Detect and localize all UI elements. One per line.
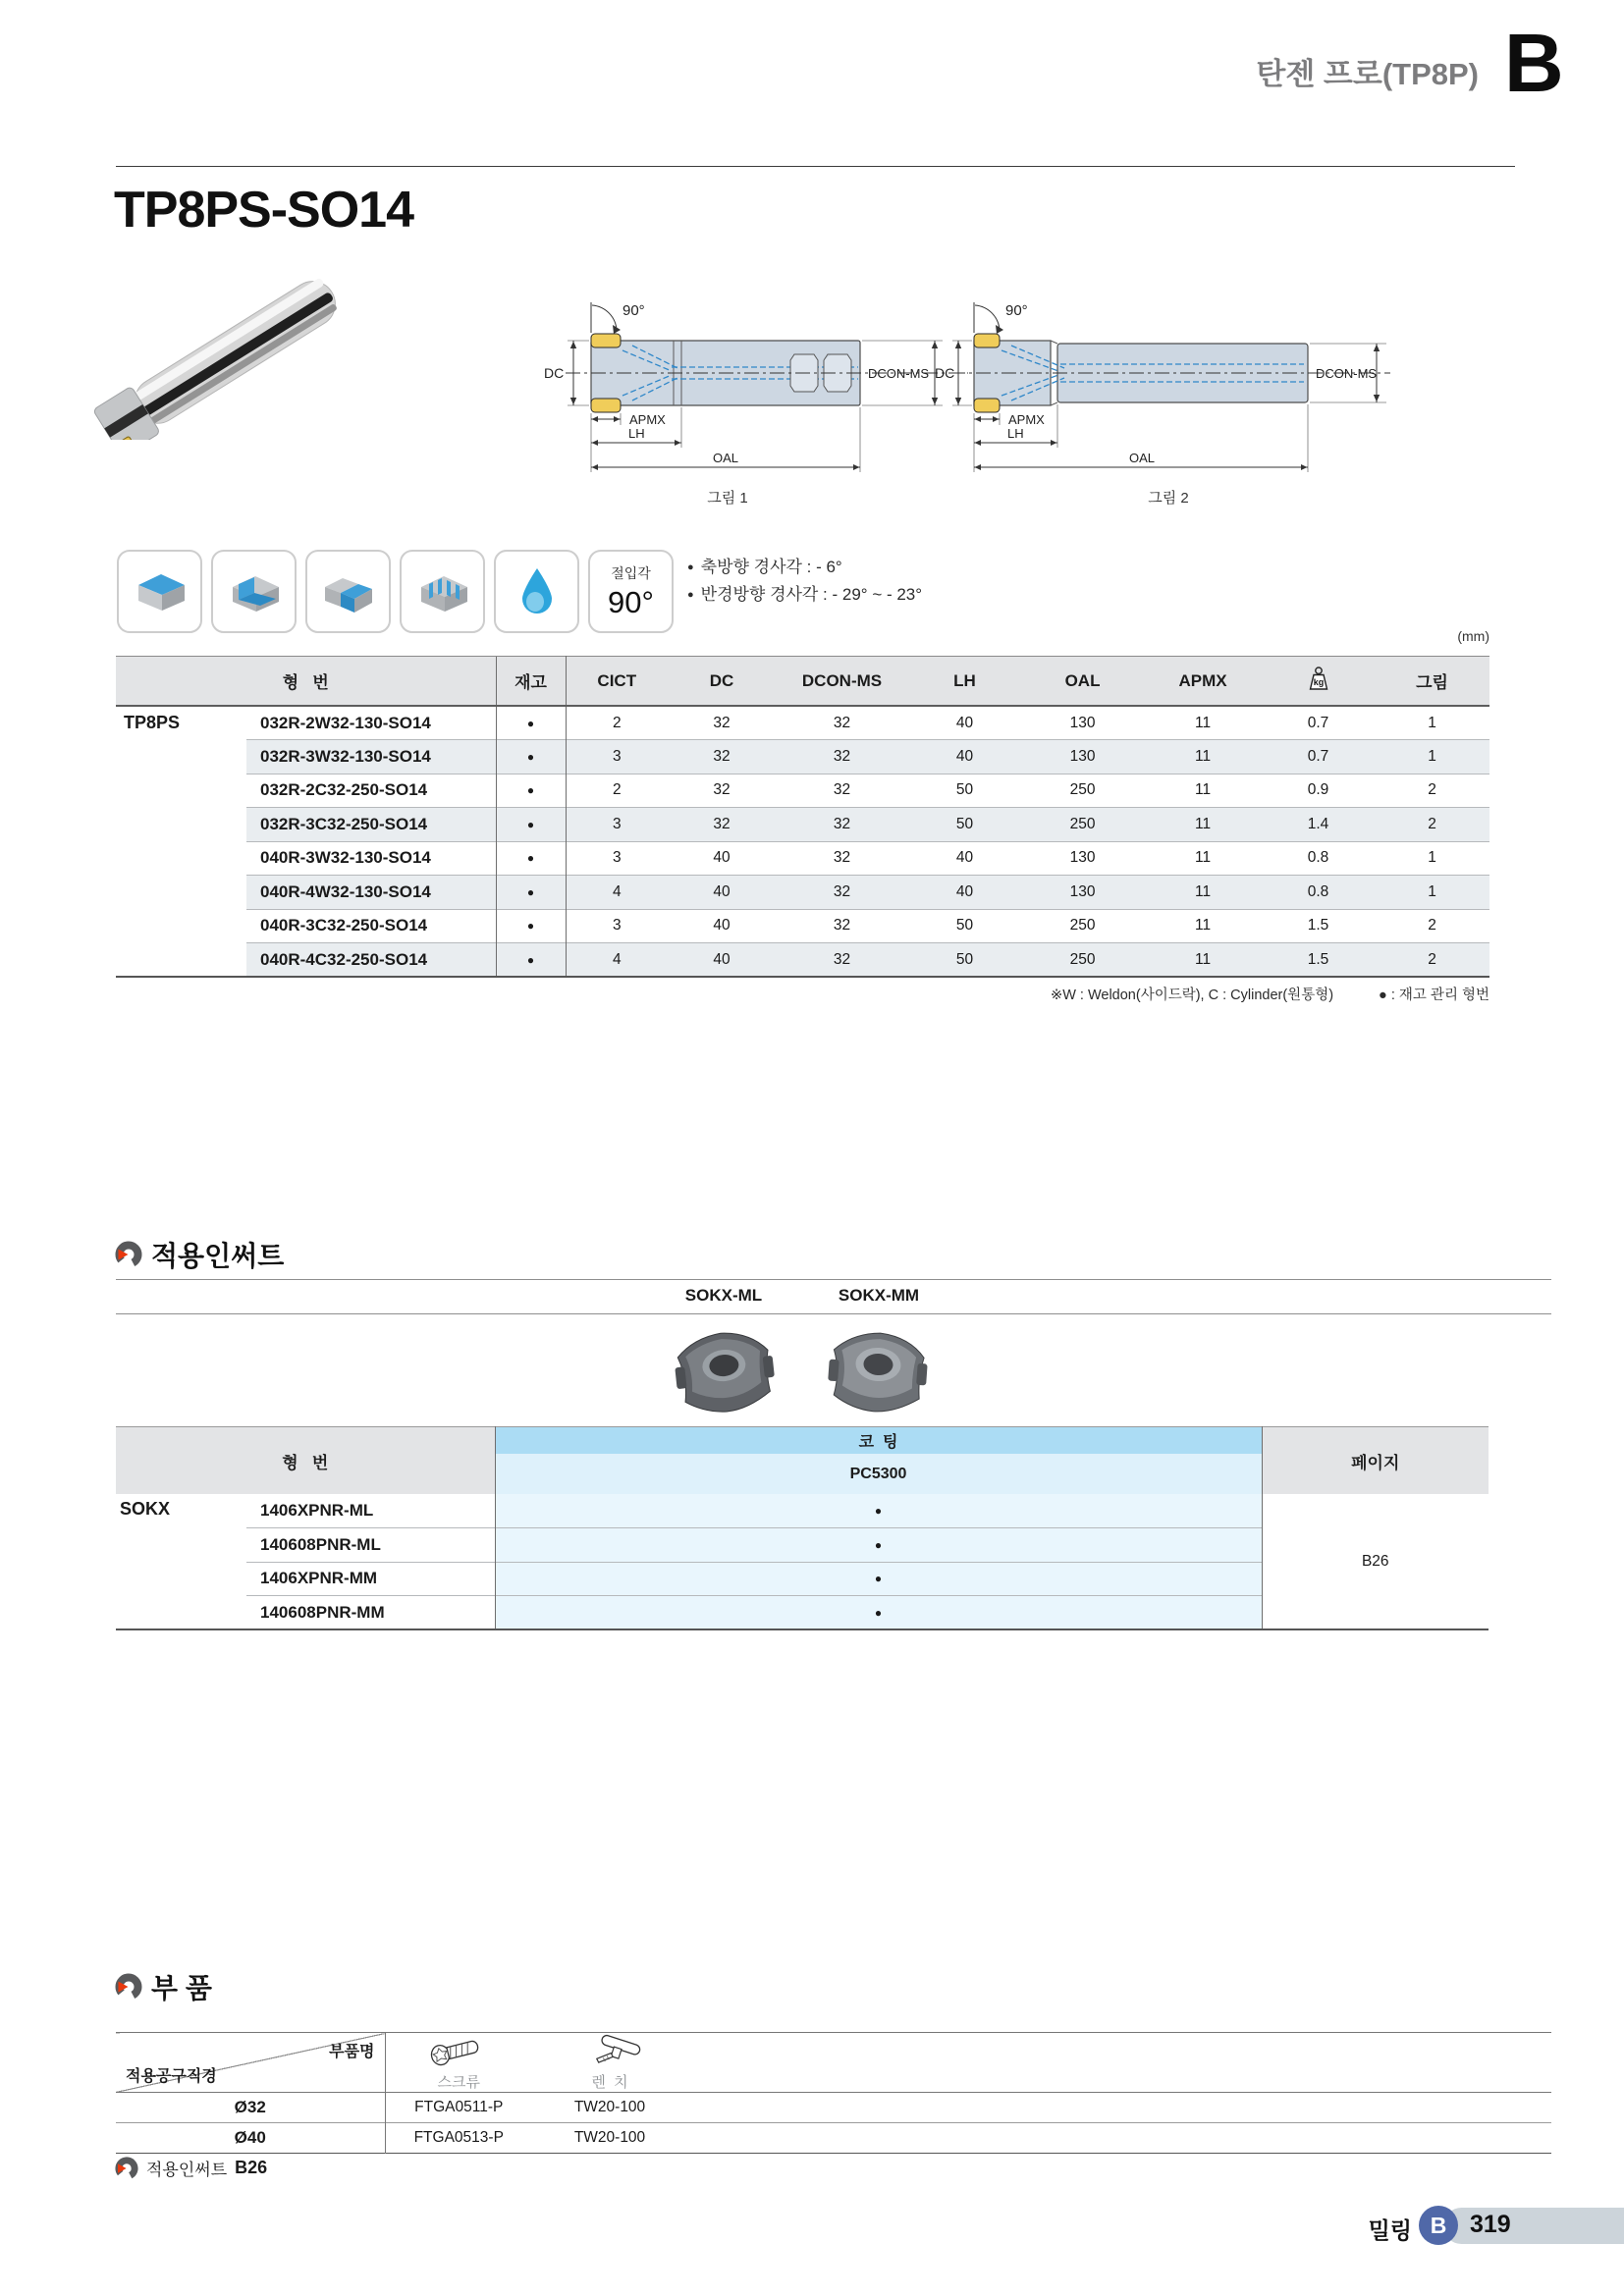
cict-value: 2 — [566, 774, 668, 808]
angle-label: 절입각 — [611, 564, 651, 581]
parts-section-title: 부 품 — [151, 1973, 212, 2003]
svg-text:OAL: OAL — [1129, 451, 1156, 465]
stock-dot: ● — [496, 909, 566, 943]
grade-label: PC5300 — [495, 1454, 1262, 1494]
insert-model: 1406XPNR-ML — [260, 1501, 374, 1520]
screw-header-cell — [385, 2033, 532, 2093]
col-insert-model: 형 번 — [116, 1427, 495, 1495]
dc-value: 32 — [668, 740, 776, 774]
svg-text:DCON-MS: DCON-MS — [868, 366, 930, 381]
insert-type-label: SOKX-MM — [838, 1286, 920, 1305]
model-number: 032R-2C32-250-SO14 — [246, 774, 496, 808]
footer-category: 밀링 — [1368, 2217, 1412, 2243]
cict-value: 3 — [566, 909, 668, 943]
empty-cell — [687, 2033, 1551, 2093]
cutting-angle-badge — [588, 550, 674, 633]
weight-value: 0.8 — [1262, 876, 1375, 910]
model-number: 032R-3C32-250-SO14 — [246, 808, 496, 842]
wrench-part-number: TW20-100 — [532, 2093, 687, 2123]
lh-value: 50 — [908, 909, 1021, 943]
dcon-value: 32 — [776, 841, 908, 876]
coating-dot: ● — [495, 1528, 1262, 1563]
screw-part-number: FTGA0511-P — [385, 2093, 532, 2123]
svg-text:kg: kg — [1313, 677, 1324, 687]
divider — [116, 1279, 1551, 1280]
figure-2-diagram — [933, 290, 1424, 520]
fig-value: 1 — [1428, 714, 1436, 731]
oal-value: 130 — [1069, 714, 1096, 731]
inserts-section-header — [115, 1235, 284, 1274]
svg-text:LH: LH — [628, 426, 645, 441]
stock-dot: ● — [496, 774, 566, 808]
dc-value: 40 — [668, 876, 776, 910]
insert-series-label: SOKX — [120, 1499, 171, 1519]
col-page: 페이지 — [1262, 1427, 1489, 1495]
footer-section-badge: B — [1419, 2206, 1458, 2245]
col-weight — [1262, 657, 1375, 707]
fig-value: 1 — [1375, 876, 1489, 910]
apmx-value: 11 — [1144, 876, 1262, 910]
dcon-value: 32 — [776, 909, 908, 943]
lh-value: 40 — [908, 876, 1021, 910]
lh-value: 50 — [908, 808, 1021, 842]
wrench-part-number: TW20-100 — [532, 2123, 687, 2154]
cict-value: 4 — [566, 876, 668, 910]
svg-text:APMX: APMX — [1008, 412, 1045, 427]
bullet-icon: ● — [687, 561, 694, 573]
apmx-value: 11 — [1144, 943, 1262, 978]
apmx-value: 11 — [1144, 740, 1262, 774]
stock-dot: ● — [496, 841, 566, 876]
inserts-section-title: 적용인써트 — [151, 1241, 285, 1271]
dc-value: 32 — [713, 714, 731, 731]
dc-value: 40 — [668, 943, 776, 978]
table-row — [116, 808, 1489, 842]
weight-value: 0.8 — [1262, 841, 1375, 876]
cict-value: 4 — [566, 943, 668, 978]
face-milling-icon — [117, 550, 202, 633]
apmx-value: 11 — [1144, 841, 1262, 876]
table-row — [116, 1494, 1489, 1528]
unit-label: (mm) — [1457, 628, 1489, 644]
table-header-row — [116, 657, 1489, 707]
lh-value: 40 — [908, 740, 1021, 774]
stock-dot: ● — [496, 740, 566, 774]
model-number: 040R-3W32-130-SO14 — [246, 841, 496, 876]
fig-value: 2 — [1375, 943, 1489, 978]
wrench-label: 렌 치 — [591, 2074, 628, 2091]
svg-text:APMX: APMX — [629, 412, 666, 427]
lh-value: 50 — [908, 774, 1021, 808]
insert-model: 140608PNR-MM — [246, 1596, 495, 1630]
oal-value: 130 — [1021, 740, 1144, 774]
parts-section-header — [115, 1967, 212, 2006]
parts-table — [116, 2032, 1551, 2154]
col-apmx: APMX — [1144, 657, 1262, 707]
dcon-value: 32 — [776, 808, 908, 842]
section-letter: B — [1504, 17, 1564, 109]
weight-value: 1.5 — [1262, 943, 1375, 978]
lh-value: 40 — [908, 841, 1021, 876]
col-lh: LH — [908, 657, 1021, 707]
footer-page-number: 319 — [1470, 2211, 1511, 2238]
coating-dot: ● — [495, 1562, 1262, 1596]
fig-value: 2 — [1375, 909, 1489, 943]
model-number: 040R-4W32-130-SO14 — [246, 876, 496, 910]
oal-value: 250 — [1021, 774, 1144, 808]
insert-spec-table — [116, 1426, 1489, 1630]
insert-model: 140608PNR-ML — [246, 1528, 495, 1563]
table-row — [116, 774, 1489, 808]
bullet-icon: ● — [687, 589, 694, 601]
category-label: 탄젠 프로(TP8P) — [1256, 57, 1479, 91]
screw-label: 스크류 — [437, 2074, 480, 2091]
dc-value: 32 — [668, 774, 776, 808]
model-number: 040R-4C32-250-SO14 — [246, 943, 496, 978]
section-bullet-icon — [115, 2157, 138, 2180]
svg-text:그림 1: 그림 1 — [707, 490, 748, 507]
dc-value: 40 — [668, 841, 776, 876]
model-number: 032R-3W32-130-SO14 — [246, 740, 496, 774]
weight-value: 1.5 — [1262, 909, 1375, 943]
fig-value: 1 — [1375, 841, 1489, 876]
insert-type-label: SOKX-ML — [684, 1286, 763, 1305]
tool-diameter: Ø40 — [116, 2123, 385, 2154]
section-bullet-icon — [115, 1241, 142, 1268]
svg-text:LH: LH — [1007, 426, 1024, 441]
col-oal: OAL — [1021, 657, 1144, 707]
diagonal-header-cell — [116, 2033, 385, 2093]
col-stock: 재고 — [496, 657, 566, 707]
apmx-value: 11 — [1144, 808, 1262, 842]
series-label: TP8PS — [116, 706, 246, 977]
weight-value: 0.7 — [1262, 740, 1375, 774]
apmx-value: 11 — [1194, 714, 1212, 731]
shoulder-milling-icon — [211, 550, 297, 633]
model-number: 040R-3C32-250-SO14 — [246, 909, 496, 943]
col-model: 형 번 — [116, 657, 496, 707]
feature-notes: ● 축방향 경사각 : - 6° ● 반경방향 경사각 : - 29° ~ - 23° — [687, 558, 923, 604]
svg-text:OAL: OAL — [713, 451, 739, 465]
dc-value: 40 — [668, 909, 776, 943]
coolant-icon — [494, 550, 579, 633]
cict-value: 3 — [566, 740, 668, 774]
oal-value: 130 — [1021, 841, 1144, 876]
tool-diameter-header: 적용공구직경 — [126, 2068, 217, 2085]
link-page: B26 — [235, 2158, 268, 2177]
figure-1-diagram — [530, 290, 1001, 520]
lh-value: 50 — [908, 943, 1021, 978]
svg-text:DC: DC — [935, 365, 955, 381]
fig-value: 2 — [1375, 774, 1489, 808]
cict-value: 2 — [612, 714, 622, 731]
coating-dot: ● — [495, 1596, 1262, 1630]
col-fig: 그림 — [1375, 657, 1489, 707]
model-number: 032R-2W32-130-SO14 — [260, 713, 431, 732]
slot-milling-icon — [305, 550, 391, 633]
wrench-header-cell — [532, 2033, 687, 2093]
table-row — [116, 740, 1489, 774]
dcon-value: 32 — [776, 740, 908, 774]
application-icon-row — [117, 550, 674, 633]
insert-photo-sokx-ml — [664, 1319, 786, 1423]
table-row — [116, 876, 1489, 910]
table-row — [116, 841, 1489, 876]
oal-value: 130 — [1021, 876, 1144, 910]
svg-text:그림 2: 그림 2 — [1148, 490, 1189, 507]
oal-value: 250 — [1021, 943, 1144, 978]
dc-value: 32 — [668, 808, 776, 842]
table-footnote: ※W : Weldon(사이드락), C : Cylinder(원통형) ● : 재고 관리 형번 — [1051, 988, 1489, 1003]
dcon-value: 32 — [776, 774, 908, 808]
empty-cell — [687, 2093, 1551, 2123]
link-label: 적용인써트 — [146, 2161, 228, 2179]
svg-text:90°: 90° — [623, 302, 645, 319]
angle-value: 90° — [608, 584, 654, 619]
apmx-value: 11 — [1144, 909, 1262, 943]
stock-dot: ● — [496, 876, 566, 910]
wrench-icon — [573, 2033, 646, 2068]
page-title: TP8PS-SO14 — [114, 182, 414, 239]
fig-value: 1 — [1375, 740, 1489, 774]
insert-page-link — [115, 2156, 267, 2180]
cict-value: 3 — [566, 841, 668, 876]
table-row — [116, 706, 1489, 740]
weight-value: 0.9 — [1262, 774, 1375, 808]
apmx-value: 11 — [1144, 774, 1262, 808]
stock-dot: ● — [496, 808, 566, 842]
main-spec-table — [116, 656, 1489, 978]
table-row — [116, 943, 1489, 978]
page-ref: B26 — [1262, 1494, 1489, 1629]
col-dc: DC — [668, 657, 776, 707]
divider — [116, 1313, 1551, 1314]
stock-dot: ● — [496, 706, 566, 740]
insert-photo-sokx-mm — [818, 1319, 938, 1423]
lh-value: 40 — [955, 714, 974, 731]
oal-value: 250 — [1021, 909, 1144, 943]
table-row — [116, 909, 1489, 943]
svg-text:DC: DC — [544, 365, 565, 381]
weight-value: 0.7 — [1307, 714, 1329, 731]
dcon-value: 32 — [833, 714, 851, 731]
weight-value: 1.4 — [1262, 808, 1375, 842]
part-name-header: 부품명 — [329, 2044, 375, 2060]
profile-milling-icon — [400, 550, 485, 633]
screw-icon — [422, 2033, 495, 2068]
cict-value: 3 — [566, 808, 668, 842]
col-dcon-ms: DCON-MS — [776, 657, 908, 707]
screw-part-number: FTGA0513-P — [385, 2123, 532, 2154]
header-divider — [116, 166, 1515, 167]
tool-diameter: Ø32 — [116, 2093, 385, 2123]
coating-dot: ● — [495, 1494, 1262, 1528]
section-bullet-icon — [115, 1973, 142, 2001]
oal-value: 250 — [1021, 808, 1144, 842]
weight-kg-icon — [1304, 666, 1333, 691]
empty-cell — [687, 2123, 1551, 2154]
insert-model: 1406XPNR-MM — [246, 1562, 495, 1596]
dcon-value: 32 — [776, 876, 908, 910]
svg-text:90°: 90° — [1005, 302, 1028, 319]
dcon-value: 32 — [776, 943, 908, 978]
col-coating: 코 팅 — [495, 1427, 1262, 1455]
svg-text:DCON-MS: DCON-MS — [1316, 366, 1378, 381]
product-photo — [83, 265, 341, 440]
table-row — [116, 2123, 1551, 2154]
fig-value: 2 — [1375, 808, 1489, 842]
stock-dot: ● — [496, 943, 566, 978]
table-row — [116, 2093, 1551, 2123]
col-cict: CICT — [566, 657, 668, 707]
